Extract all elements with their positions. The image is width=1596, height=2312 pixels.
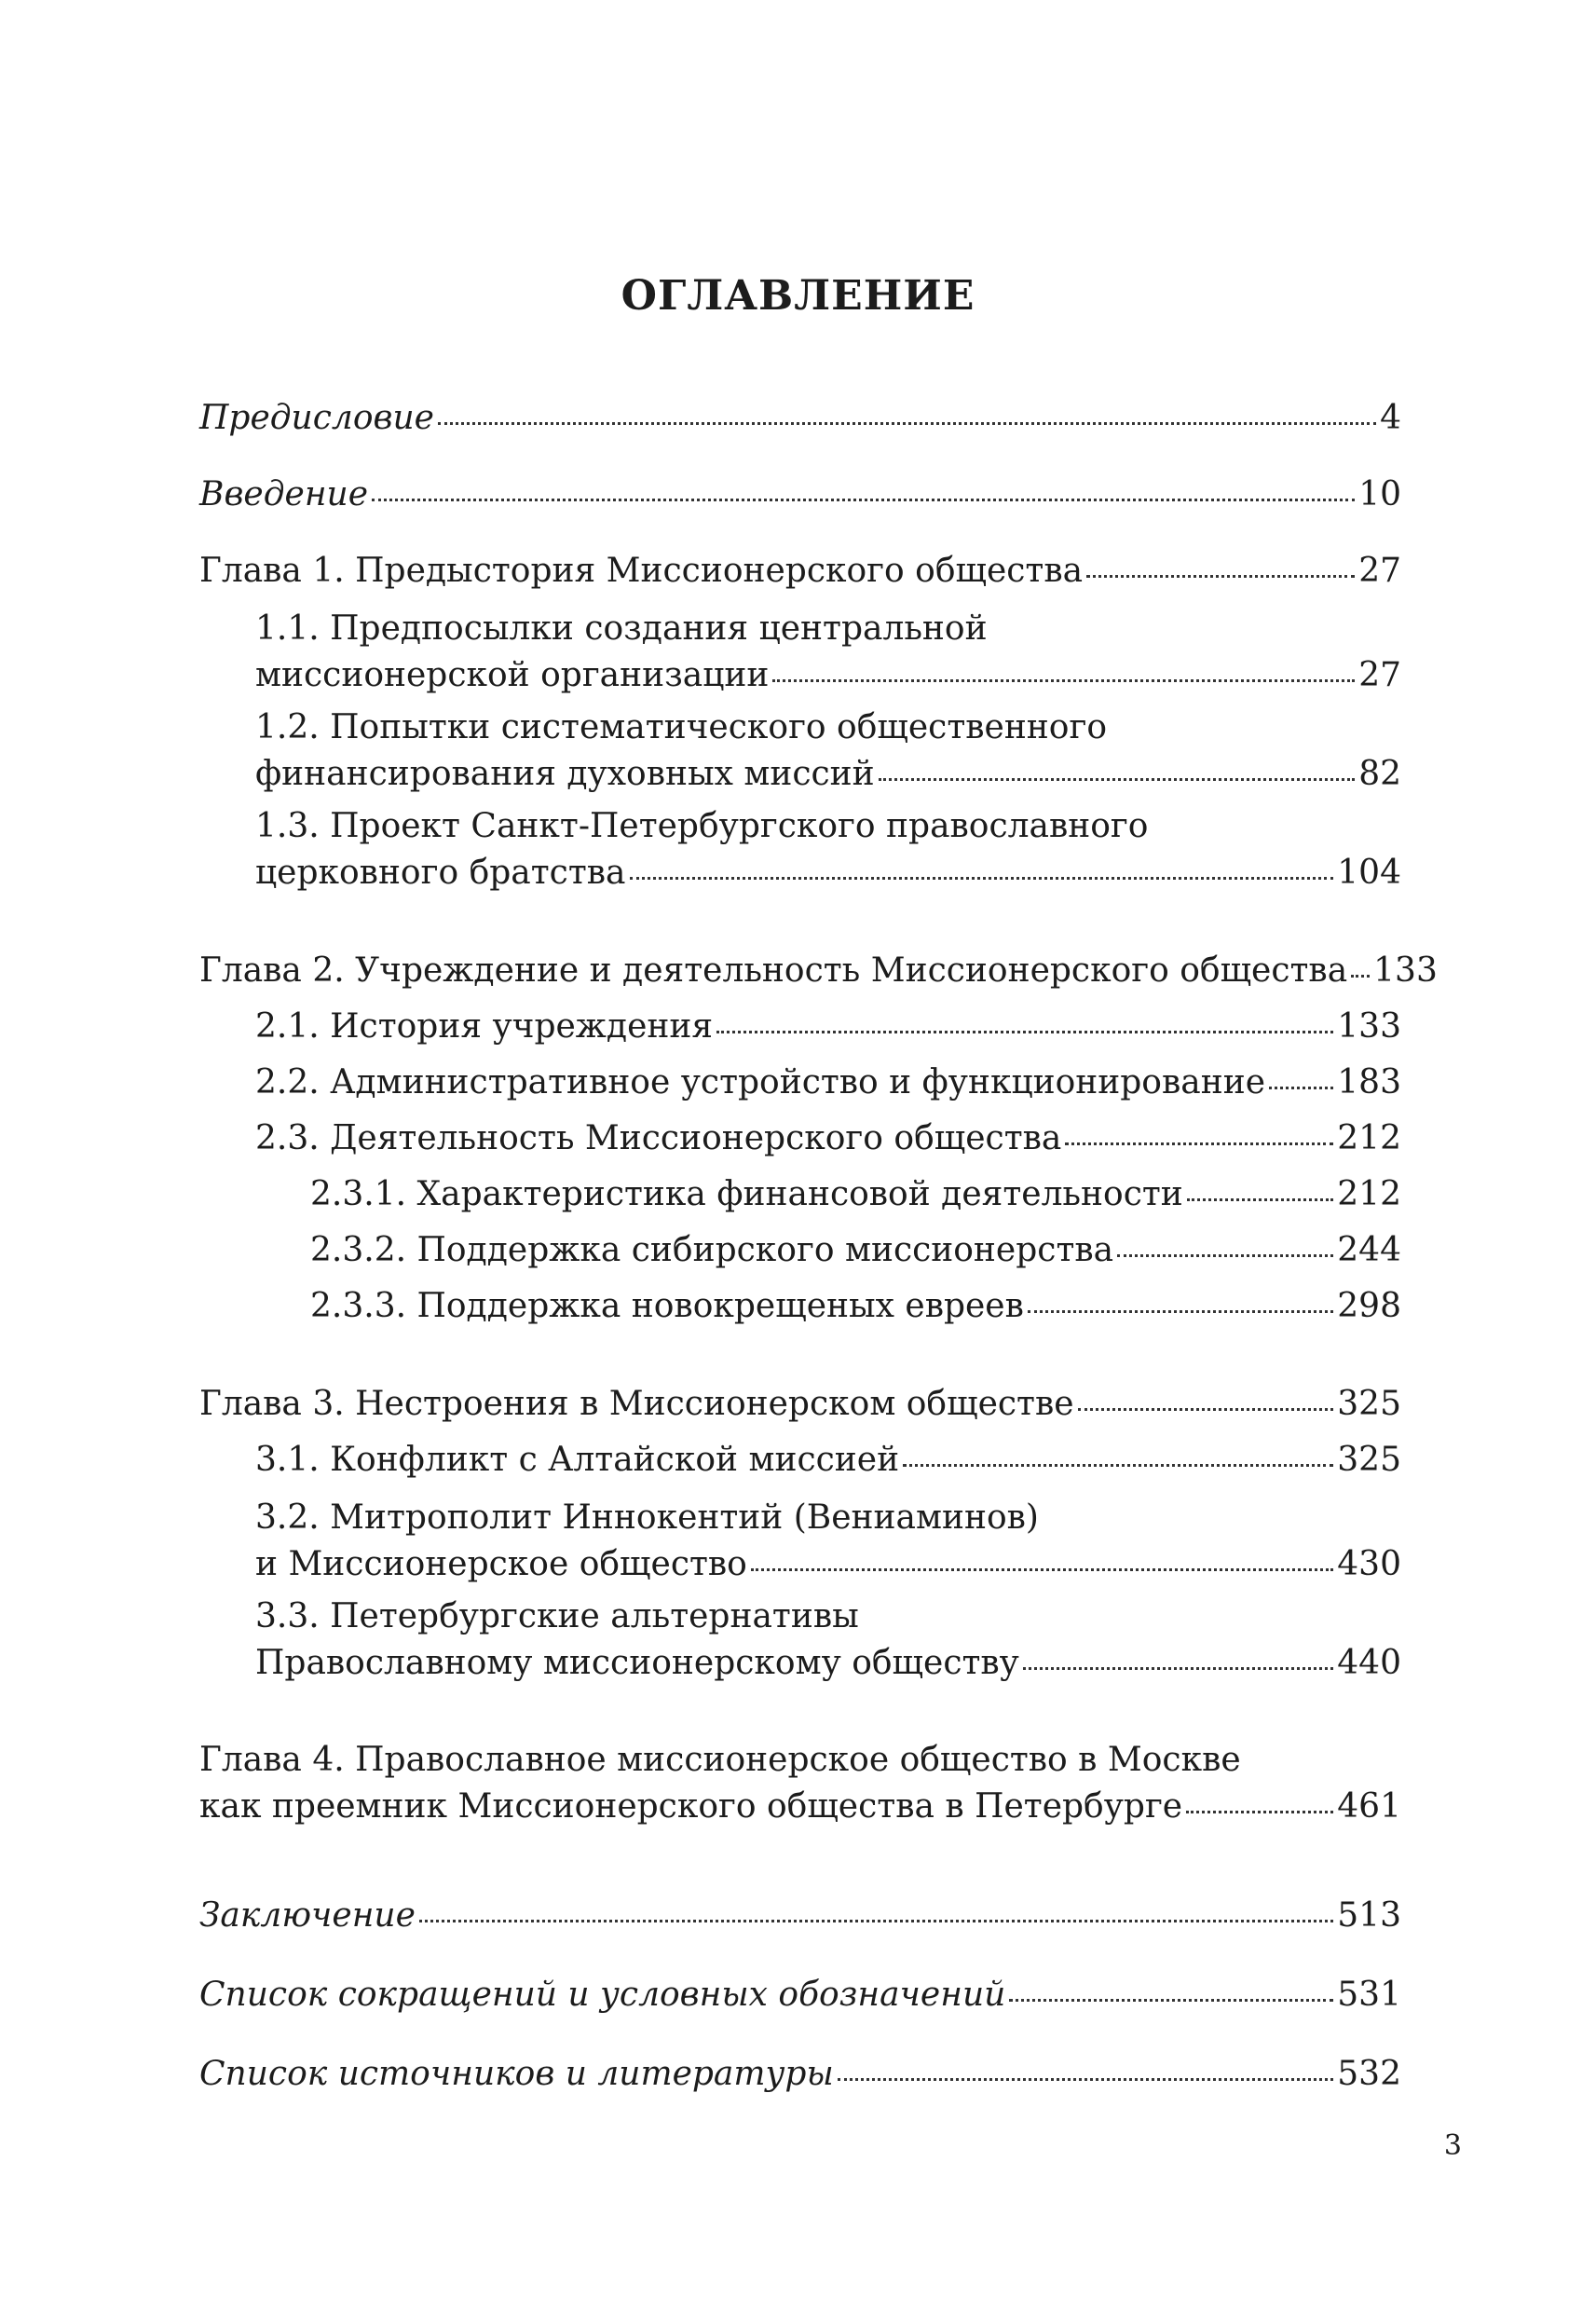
leader-dots [838,2078,1333,2081]
toc-entry-title: Предисловие [199,399,434,437]
leader-dots [1351,975,1370,978]
toc-entry-section-2-3-3[interactable] [310,1283,1401,1330]
toc-entry-conclusion[interactable] [199,1893,1401,1939]
toc-page-number: 133 [1337,1007,1401,1046]
toc-page-number: 10 [1358,475,1401,513]
toc-entry-section-3-3[interactable] [255,1594,1401,1687]
toc-page-number: 513 [1337,1896,1401,1935]
toc-entry-chapter-1[interactable] [199,548,1401,595]
toc-entry-title: Глава 1. Предыстория Миссионерского общества [199,552,1084,590]
toc-page-number: 298 [1337,1287,1401,1325]
leader-dots [1187,1198,1334,1201]
toc-page-number: 532 [1337,2055,1401,2093]
leader-dots [630,877,1334,880]
leader-dots [1078,1408,1334,1411]
leader-dots [438,422,1376,425]
toc-entry-section-2-3-2[interactable] [310,1227,1401,1274]
leader-dots [772,679,1355,682]
leader-dots [903,1464,1333,1467]
toc-entry-chapter-4[interactable] [199,1737,1401,1830]
toc-page-number: 183 [1337,1063,1401,1101]
toc-entry-section-1-3[interactable] [255,803,1401,896]
toc-entry-title: и Миссионерское общество [255,1545,747,1583]
leader-dots [716,1031,1333,1033]
toc-entry-title: церковного братства [255,854,626,892]
toc-entry-title: 2.1. История учреждения [255,1007,714,1046]
leader-dots [1117,1254,1333,1257]
toc-entry-section-3-1[interactable] [255,1437,1401,1484]
leader-dots [419,1920,1333,1922]
toc-page-number: 325 [1337,1385,1401,1423]
page-number: 3 [1443,2129,1462,2162]
toc-entry-section-1-1[interactable] [255,606,1401,699]
toc-entry-section-3-2[interactable] [255,1495,1401,1588]
toc-entry-title: финансирования духовных миссий [255,755,875,793]
toc-entry-chapter-3[interactable] [199,1381,1401,1428]
toc-entry-title: 3.1. Конфликт с Алтайской миссией [255,1441,900,1479]
toc-entry-title: Православному миссионерскому обществу [255,1644,1019,1682]
leader-dots [1009,1999,1333,2002]
toc-entry-abbreviations[interactable] [199,1972,1401,2018]
toc-entry-section-2-2[interactable] [255,1060,1401,1106]
toc-page-number: 133 [1373,951,1438,990]
leader-dots [1086,575,1355,578]
toc-entry-title: Заключение [199,1896,416,1935]
toc-page-number: 27 [1358,656,1401,694]
toc-entry-title: Список источников и литературы [199,2055,834,2093]
toc-page-number: 325 [1337,1441,1401,1479]
toc-entry-title: как преемник Миссионерского общества в Петербурге [199,1787,1183,1826]
toc-page-number: 461 [1337,1787,1401,1826]
toc-entry-section-2-3-1[interactable] [310,1171,1401,1218]
toc-page-number: 4 [1380,399,1401,437]
leader-dots [1023,1667,1333,1670]
leader-dots [1269,1087,1333,1089]
toc-entry-title-line-1: 3.2. Митрополит Иннокентий (Вениаминов) [255,1498,1039,1537]
toc-entry-title: Глава 3. Нестроения в Миссионерском обществе [199,1385,1074,1423]
toc-entry-section-1-2[interactable] [255,705,1401,798]
toc-entry-title-line-1: 1.2. Попытки систематического общественного [255,708,1108,746]
toc-page-number: 430 [1337,1545,1401,1583]
toc-entry-title-line-1: Глава 4. Православное миссионерское общество в Москве [199,1741,1241,1779]
leader-dots [879,778,1356,781]
toc-entry-title: 2.2. Административное устройство и функционирование [255,1063,1266,1101]
toc-entry-sources[interactable] [199,2051,1401,2098]
toc-page-number: 27 [1358,552,1401,590]
toc-entry-title: Список сокращений и условных обозначений [199,1976,1006,2014]
leader-dots [372,499,1355,501]
toc-entry-section-2-3[interactable] [255,1115,1401,1162]
toc-entry-title: 2.3.3. Поддержка новокрещеных евреев [310,1287,1024,1325]
toc-entry-title: миссионерской организации [255,656,770,694]
toc-entry-title: Введение [199,475,369,513]
leader-dots [1028,1310,1333,1313]
toc-page-number: 104 [1337,854,1401,892]
leader-dots [1065,1142,1333,1145]
page-title: ОГЛАВЛЕНИЕ [621,272,975,320]
toc-entry-title: 2.3.1. Характеристика финансовой деятельности [310,1175,1183,1213]
toc-entry-introduction[interactable] [199,472,1401,518]
toc-entry-title: 2.3.2. Поддержка сибирского миссионерства [310,1231,1114,1269]
toc-entry-title: 2.3. Деятельность Миссионерского общества [255,1119,1062,1157]
toc-entry-preface[interactable] [199,395,1401,442]
toc-page-number: 244 [1337,1231,1401,1269]
toc-page-number: 531 [1337,1976,1401,2014]
toc-entry-title-line-1: 1.3. Проект Санкт-Петербургского православного [255,807,1149,845]
toc-page-number: 82 [1358,755,1401,793]
toc-entry-chapter-2[interactable] [199,948,1438,994]
toc-entry-title-line-1: 3.3. Петербургские альтернативы [255,1597,859,1635]
toc-entry-section-2-1[interactable] [255,1004,1401,1050]
toc-page-number: 212 [1337,1175,1401,1213]
leader-dots [751,1568,1333,1571]
leader-dots [1186,1811,1333,1813]
toc-page-number: 212 [1337,1119,1401,1157]
toc-entry-title-line-1: 1.1. Предпосылки создания центральной [255,609,988,648]
toc-page-number: 440 [1337,1644,1401,1682]
toc-entry-title: Глава 2. Учреждение и деятельность Миссионерского общества [199,951,1348,990]
